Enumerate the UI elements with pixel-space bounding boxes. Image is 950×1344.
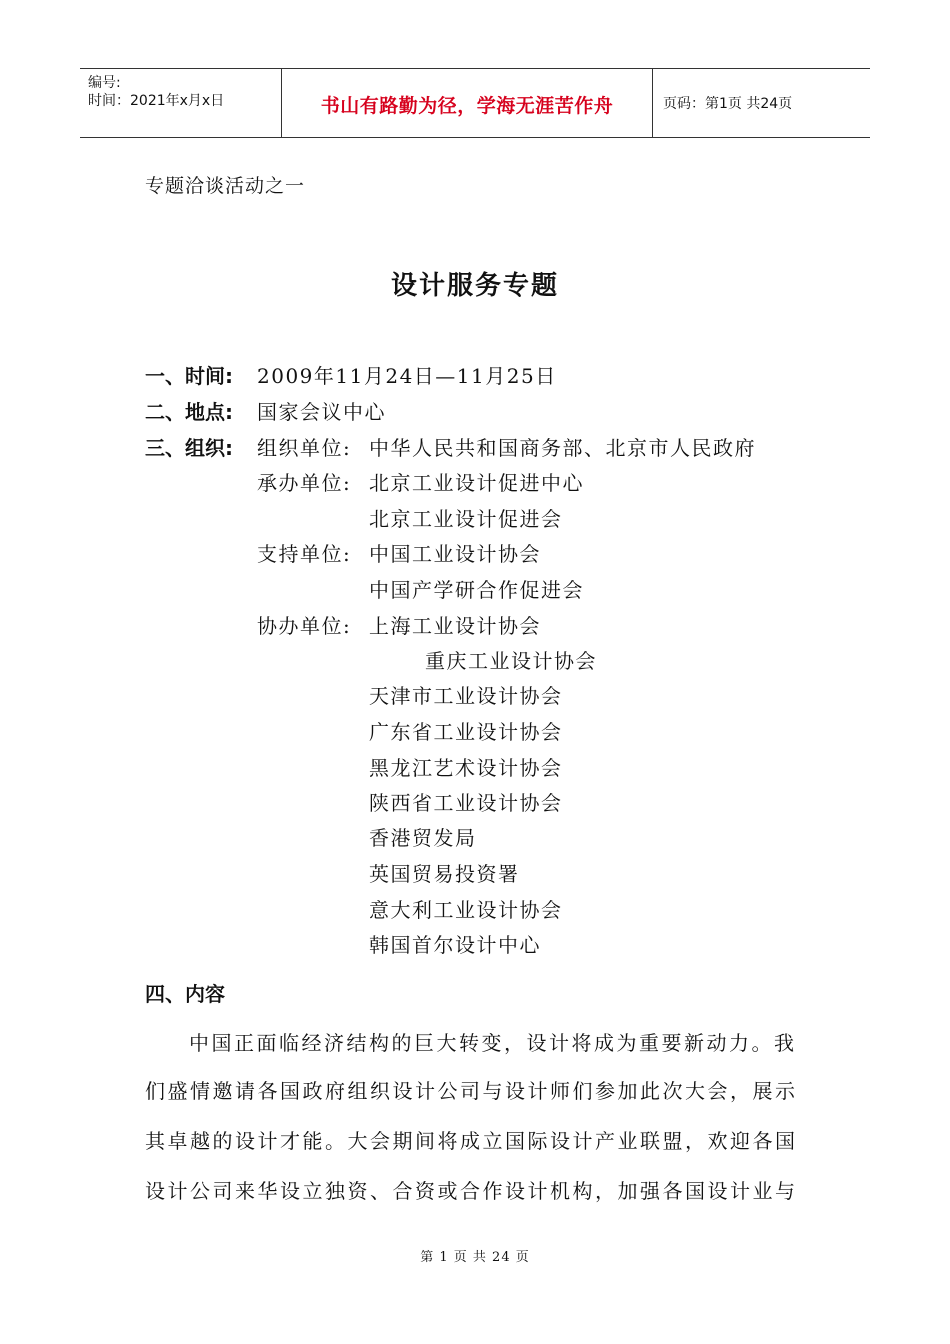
co-organizer-item: 英国贸易投资署: [369, 862, 520, 886]
co-organizer-item: 广东省工业设计协会: [369, 720, 563, 744]
section-place-value: 国家会议中心: [257, 400, 386, 424]
co-organizer-item: 意大利工业设计协会: [369, 898, 563, 922]
content-paragraph-line: 其卓越的设计才能。大会期间将成立国际设计产业联盟，欢迎各国: [145, 1129, 798, 1153]
supporter-item: 中国工业设计协会: [369, 542, 541, 566]
co-organizer-item: 天津市工业设计协会: [369, 684, 563, 708]
host-item: 北京工业设计促进中心: [369, 471, 584, 495]
section-place-label: 二、地点:: [145, 400, 233, 424]
co-organizer-item: 陕西省工业设计协会: [369, 791, 563, 815]
co-organizer-item: 韩国首尔设计中心: [369, 933, 541, 957]
section-org-label: 三、组织:: [145, 436, 233, 460]
header-page-info: 页码：第1页 共24页: [663, 96, 793, 112]
section-content-label: 四、内容: [145, 982, 225, 1006]
co-organizer-item: 上海工业设计协会: [369, 614, 541, 638]
document-number: 编号:: [88, 75, 121, 91]
document-title: 设计服务专题: [390, 271, 559, 301]
content-paragraph-line: 们盛情邀请各国政府组织设计公司与设计师们参加此次大会，展示: [145, 1079, 798, 1103]
co-organizer-label: 协办单位:: [257, 614, 352, 638]
header-motto: 书山有路勤为径，学海无涯苦作舟: [320, 95, 614, 117]
organizer-value: 中华人民共和国商务部、北京市人民政府: [369, 436, 756, 460]
organizer-label: 组织单位:: [257, 436, 352, 460]
co-organizer-item: 香港贸发局: [369, 826, 477, 850]
document-subtitle: 专题洽谈活动之一: [145, 175, 306, 197]
host-label: 承办单位:: [257, 471, 352, 495]
support-label: 支持单位:: [257, 542, 352, 566]
page-footer: 第 1 页 共 24 页: [420, 1250, 530, 1265]
section-time-label: 一、时间:: [145, 364, 233, 388]
header-motto-cell: [281, 69, 653, 137]
document-time: 时间：2021年x月x日: [88, 93, 225, 109]
header-meta-cell: [80, 69, 281, 137]
document-header: [80, 68, 870, 138]
supporter-item: 中国产学研合作促进会: [369, 578, 584, 602]
content-paragraph-line: 设计公司来华设立独资、合资或合作设计机构，加强各国设计业与: [145, 1179, 798, 1203]
co-organizer-item: 黑龙江艺术设计协会: [369, 756, 563, 780]
host-item: 北京工业设计促进会: [369, 507, 563, 531]
header-page-cell: [653, 69, 870, 137]
co-organizer-item: 重庆工业设计协会: [425, 649, 597, 673]
section-time-value: 2009年11月24日—11月25日: [257, 364, 557, 388]
content-paragraph-line: 中国正面临经济结构的巨大转变，设计将成为重要新动力。我: [189, 1031, 797, 1055]
